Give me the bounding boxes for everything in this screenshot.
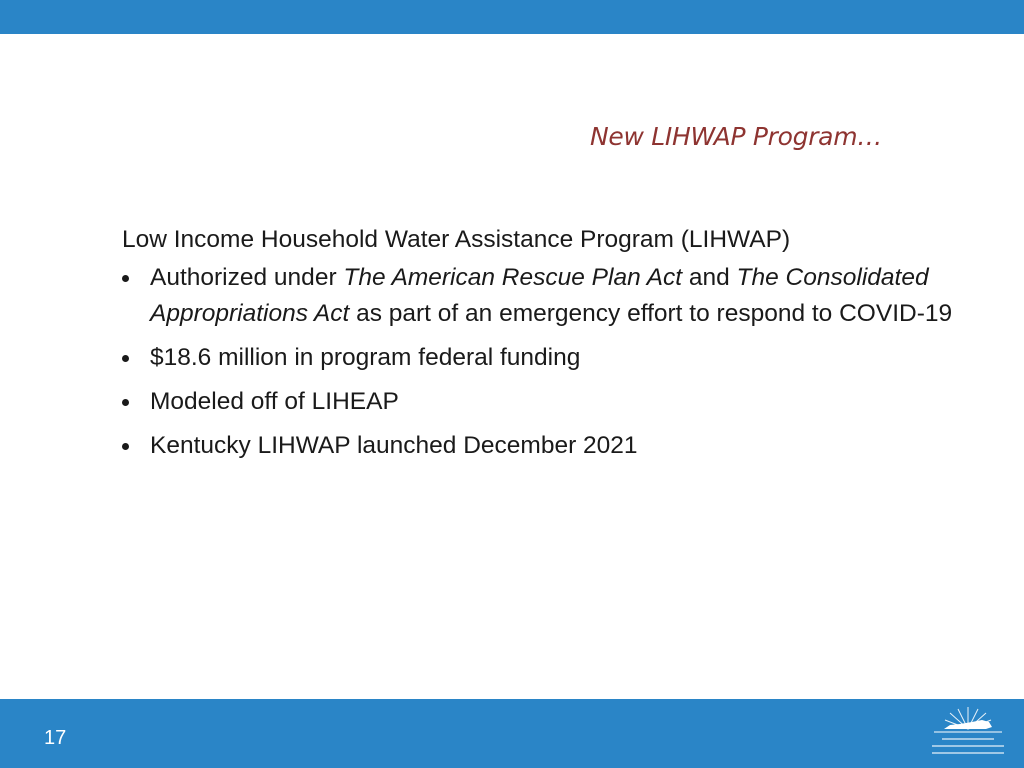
act-name-italic: The American Rescue Plan Act [343, 264, 683, 291]
bullet-text: as part of an emergency effort to respond to COVID-19 [349, 300, 953, 327]
bottom-banner [0, 699, 1024, 768]
bullet-item [122, 260, 960, 332]
page-number: 17 [44, 727, 67, 749]
top-banner [0, 0, 1024, 34]
slide-title: New LIHWAP Program… [590, 122, 882, 151]
bullet-text: Modeled off of LIHEAP [150, 388, 399, 415]
bullet-text: Kentucky LIHWAP launched December 2021 [150, 432, 638, 459]
kentucky-sun-logo-icon [926, 703, 1010, 763]
bullet-item [122, 428, 962, 464]
intro-line: Low Income Household Water Assistance Program (LIHWAP) [122, 226, 791, 253]
bullet-text: and [682, 264, 737, 291]
bullet-item [122, 340, 962, 376]
bullet-list [122, 260, 962, 464]
bullet-icon [122, 443, 129, 450]
bullet-item [122, 384, 962, 420]
bullet-icon [122, 355, 129, 362]
bullet-icon [122, 399, 129, 406]
act-name-italic: The Consolidated Appropriations Act [150, 264, 929, 327]
slide-content [122, 222, 962, 472]
bullet-text: Authorized under [150, 264, 344, 291]
bullet-text: $18.6 million in program federal funding [150, 344, 581, 371]
bullet-icon [122, 275, 129, 282]
